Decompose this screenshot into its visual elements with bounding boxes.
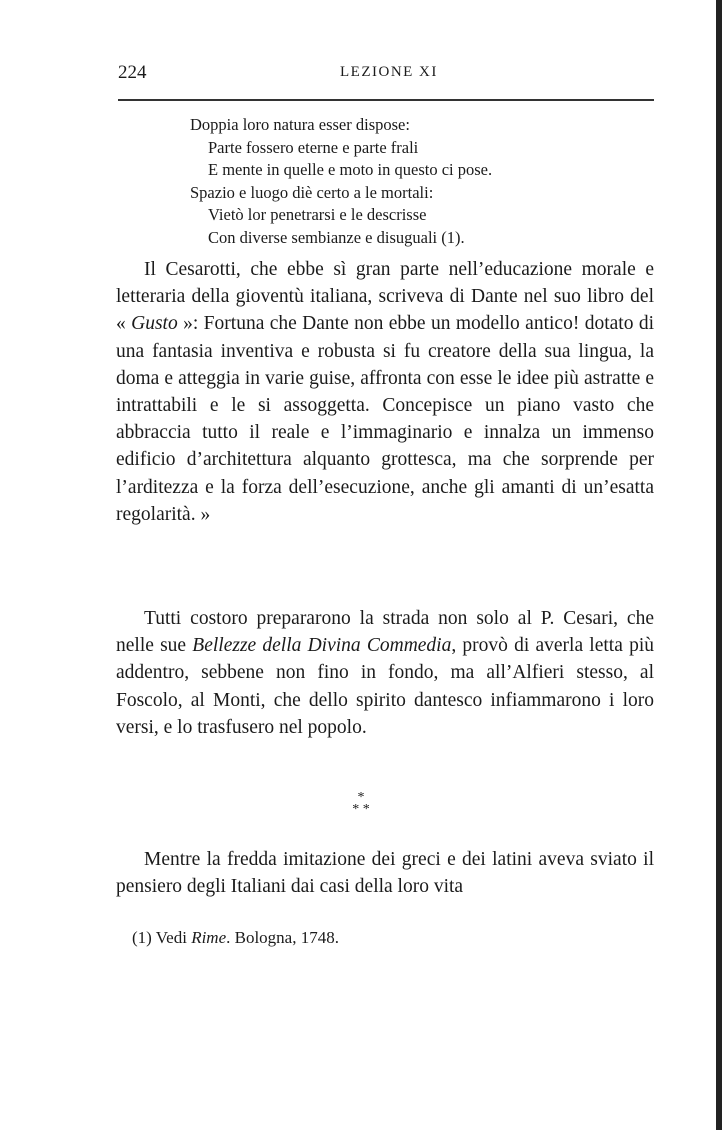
text-run: Il Cesarotti, che ebbe sì gran parte nell’educazione morale e letteraria della gioventù italiana, scriveva di Dante nel suo libro del « xyxy=(116,259,654,335)
header-rule xyxy=(118,99,654,101)
footnote-marker: (1) xyxy=(132,928,152,947)
footnote xyxy=(132,928,339,948)
verse-quotation xyxy=(190,114,630,250)
verse-line: Con diverse sembianze e disuguali (1). xyxy=(208,227,465,247)
text-run: Mentre la fredda imitazione dei greci e dei latini aveva sviato il pensiero degli Italiani dai casi della loro vita xyxy=(116,849,654,898)
asterism-bottom: * * xyxy=(352,802,370,817)
verse-line: Parte fossero eterne e parte frali xyxy=(208,137,419,157)
text-run: Tutti costoro prepararono la strada non solo al P. Cesari, che nelle sue xyxy=(116,608,654,657)
paragraph-tutti-costoro xyxy=(116,605,654,741)
verse-line: E mente in quelle e moto in questo ci pose. xyxy=(208,160,493,180)
text-run: »: Fortuna che Dante non ebbe un modello antico! dotato di una fantasia inventiva e robusta si fu creatore della sua lingua, la doma e atteggia in varie guise, affronta con esse le idee più astratte e intrattabili e le si assoggetta. Concepisce un piano vasto che abbraccia tutto il reale e l’immaginario e innalza un immenso edificio d’architettura alquanto grottesca, ma che sorprende per l’arditezza e la forza dell’esecuzione, anche gli amanti di un’esatta regolarità. » xyxy=(116,313,654,525)
footnote-title: Rime xyxy=(191,928,227,947)
paragraph-mentre xyxy=(116,846,654,900)
paragraph-cesarotti xyxy=(116,256,654,528)
asterism-top: * xyxy=(357,790,365,805)
verse-line: Vietò lor penetrarsi e le descrisse xyxy=(208,205,427,225)
section-asterism xyxy=(0,792,722,816)
page-header xyxy=(118,62,652,88)
text-run: , provò di averla letta più addentro, sebbene non fino in fondo, ma all’Alfieri stesso, al Foscolo, al Monti, che dello spirito dantesco infiammarono i loro versi, e lo trasfusero nel popolo. xyxy=(116,635,654,738)
page-number: 224 xyxy=(118,62,147,83)
footnote-text: . Bologna, 1748. xyxy=(226,928,339,947)
running-head: LEZIONE XI xyxy=(340,64,438,80)
verse-line: Spazio e luogo diè certo a le mortali: xyxy=(190,182,434,202)
scan-edge-shadow xyxy=(716,0,722,1130)
book-title: Gusto xyxy=(131,313,178,335)
verse-line: Doppia loro natura esser dispose: xyxy=(190,115,410,134)
book-title: Bellezze della Divina Commedia xyxy=(192,635,452,657)
footnote-text: Vedi xyxy=(151,928,192,947)
